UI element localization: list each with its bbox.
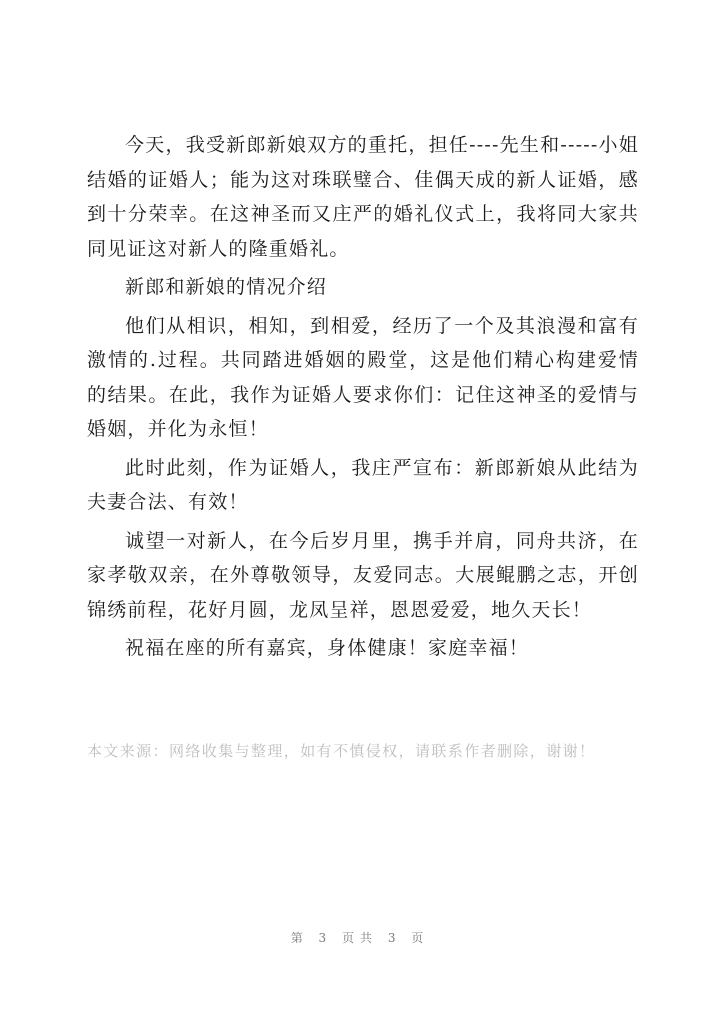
paragraph-intro: 今天，我受新郎新娘双方的重托，担任----先生和-----小姐结婚的证婚人；能为这对珠联璧合、佳偶天成的新人证婚，感到十分荣幸。在这神圣而又庄严的婚礼仪式上，我将同大家共同见证这对新人的隆重婚礼。 — [87, 134, 639, 260]
source-note: 本文来源：网络收集与整理，如有不慎侵权，请联系作者删除，谢谢！ — [87, 742, 596, 760]
page-number-footer: 第 3 页共 3 页 — [290, 931, 430, 945]
paragraph-declaration: 此时此刻，作为证婚人，我庄严宣布：新郎新娘从此结为夫妻合法、有效！ — [87, 456, 639, 513]
paragraph-love-story: 他们从相识，相知，到相爱，经历了一个及其浪漫和富有激情的.过程。共同踏进婚姻的殿堂，这是他们精心构建爱情的结果。在此，我作为证婚人要求你们：记住这神圣的爱情与婚姻，并化为永恒！ — [87, 314, 639, 440]
document-body — [87, 128, 639, 666]
paragraph-wishes: 诚望一对新人，在今后岁月里，携手并肩，同舟共济，在家孝敬双亲，在外尊敬领导，友爱同志。大展鲲鹏之志，开创锦绣前程，花好月圆，龙凤呈祥，恩恩爱爱，地久天长！ — [87, 529, 639, 621]
paragraph-blessing: 祝福在座的所有嘉宾，身体健康！家庭幸福！ — [125, 637, 530, 659]
paragraph-heading-couple-intro: 新郎和新娘的情况介绍 — [125, 276, 328, 298]
